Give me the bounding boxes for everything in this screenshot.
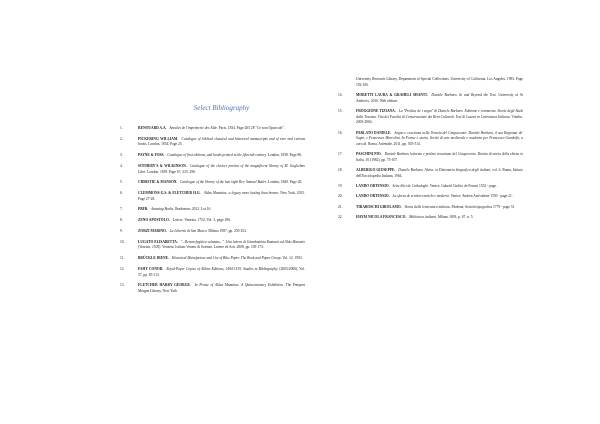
bibliography-entry: [338, 194, 523, 200]
entry-publication-details: Venezia, 1752, Vol. 3, page 186.: [184, 218, 231, 223]
entry-number: 12.: [120, 266, 125, 271]
entry-text: [138, 207, 305, 213]
bibliography-entry: [120, 126, 305, 132]
entry-number: 20.: [338, 194, 343, 199]
entry-publication-details: Milano 1803, p. 67, n. 5.: [437, 215, 474, 220]
entry-author: HAYM NICOLA FRANCESCO.: [356, 215, 407, 220]
bibliography-entry: [120, 218, 305, 224]
entry-work-title: Catalogue of first editions, and books printed in the fifteenth century.: [167, 153, 267, 158]
entry-author: FROGGIONE TIZIANA.: [356, 108, 396, 113]
entry-work-title: Daniele Barbaro letterato e prelato veneziano del Cinquecento. Rivista di storia della chiesa in Italia.: [356, 152, 524, 162]
entry-work-title: Daniele Barbaro. Alvise. in Dizionario biografico degli italiani,: [398, 168, 492, 173]
entry-number: 22.: [338, 215, 343, 220]
bibliography-entry: [338, 168, 523, 179]
entry-text: [138, 164, 305, 175]
entry-number: 16.: [338, 130, 343, 135]
bibliography-entry: [338, 184, 523, 190]
bibliography-entry: [120, 137, 305, 148]
entry-number: 15.: [338, 108, 343, 113]
entry-text: [138, 180, 305, 186]
entry-number: 18.: [338, 168, 343, 173]
entry-work-title: Historical Manufacture and Use of Blue Paper. The Book and Paper Group.: [171, 256, 282, 261]
bibliography-entry: [338, 152, 523, 163]
entry-number: 8.: [120, 218, 123, 223]
entry-number: 3.: [120, 153, 123, 158]
entry-number: 6.: [120, 191, 123, 196]
entry-number: 5.: [120, 180, 123, 185]
entry-author: PICKERING WILLIAM.: [138, 136, 179, 141]
entry-number: 10.: [120, 239, 125, 244]
entry-author: FAHY CONOR.: [138, 266, 164, 271]
entry-number: 19.: [338, 184, 343, 189]
entry-work-title: Annales de l'imprimerie des Alde.: [169, 126, 218, 130]
bibliography-entry: [120, 240, 305, 251]
entry-publication-details: vol. 6. Roma, Istituto dell'Enciclopedia Italiana, 1964.: [356, 168, 524, 178]
entry-text: [356, 205, 523, 211]
entry-number: 13.: [120, 283, 125, 288]
entry-author: ZORZI MARINO.: [138, 229, 167, 234]
entry-number: 11.: [120, 256, 125, 261]
entry-work-title: Royal-Paper Copies of Aldine Editions, 1494-1535. Studies in Bibliography.: [166, 266, 279, 271]
entry-publication-details: The Pierpont Morgan Library, New York: [138, 283, 306, 293]
bibliography-heading: Select Bibliography: [193, 104, 250, 112]
entry-publication-details: Venice, Gabriel Giolito de Ferrari 1552 - page.: [429, 184, 497, 189]
entry-work-title: Biblioteca italiana.: [409, 215, 437, 220]
bibliography-entry: [338, 131, 523, 148]
entry-text: [356, 109, 523, 126]
entry-text: [356, 184, 523, 190]
left-column: [120, 104, 305, 300]
entry-author: PBFB.: [138, 207, 149, 212]
entry-text: [356, 168, 523, 179]
entry-author: SOTHEBY'S & WILKINSON.: [138, 163, 187, 168]
bibliography-entry: [338, 93, 523, 104]
bibliography-entry: [120, 191, 305, 202]
entry-work-title: Aldus Manutius: a legacy more lasting than bronze.: [203, 191, 280, 196]
entry-publication-details: Venice, Andrea Arrivabene 1550 - page 21.: [450, 194, 513, 199]
entry-text: [138, 126, 305, 132]
entry-number: 21.: [338, 204, 343, 209]
entry-work-title: Lettere.: [172, 218, 184, 223]
entry-publication-details: Venezia, Istituto Veneto di Scienze, Lettere ed Arti, 2008, pp. 105-173.: [162, 245, 264, 250]
entry-publication-details: London, 1859. Page 67, 235, 296.: [147, 169, 196, 174]
entry-number: 4.: [120, 163, 123, 168]
entry-work-title: Daniele Barbaro. In and Beyond the Text.: [431, 92, 497, 97]
entry-text: [138, 256, 305, 262]
entry-text: [138, 283, 305, 294]
entry-number: 1.: [120, 126, 123, 130]
entry-publication-details: London, 1838. Page 86.: [267, 153, 303, 158]
bibliography-entry: [338, 205, 523, 211]
entry-text: [356, 215, 523, 221]
bibliography-entry: [120, 153, 305, 159]
entry-work-title: La Libreria di San Marco.: [169, 229, 208, 234]
entry-author: LANDO ORTENSIO.: [356, 194, 390, 199]
entry-text: [356, 93, 523, 104]
entry-number: 7.: [120, 207, 123, 212]
entry-text: [138, 191, 305, 202]
bibliography-entry: [120, 283, 305, 294]
left-entry-list: [120, 126, 305, 295]
continued-entry-text: University Research Library, Department of Special Collections, University of California, Los Angeles, 1993. Page 102-106.: [356, 77, 523, 87]
entry-author: LUGATO ELISABETTA.: [138, 239, 178, 244]
bibliography-entry: [120, 267, 305, 278]
entry-publication-details: Roma, Artemide, 2011, pp. 505-514.: [368, 141, 421, 146]
entry-publication-details: London, 1840. Page 20.: [267, 180, 303, 185]
entry-work-title: Storia della letteratura italiana.: [404, 204, 451, 209]
entry-author: LANDO ORTENSIO.: [356, 184, 390, 189]
entry-text: [356, 194, 523, 200]
right-column: [338, 77, 523, 226]
bibliography-entry: [120, 207, 305, 213]
entry-text: [138, 240, 305, 251]
entry-author: PARLATO DANIELE.: [356, 130, 392, 135]
entry-work-title: Sogno e coscienza nella Venezia del Cinquecento: Daniele Barbaro, il suo Ragionar de' Sogni, e Francesco Marcolini. In Forme e storia. Scritti di arte medievale e moderna per Francesco Gandolfo, a cura di.: [356, 130, 523, 146]
entry-author: CHRISTIE & MANSON.: [138, 180, 178, 185]
bibliography-entry: [120, 164, 305, 175]
entry-author: PAYNE & FOSS.: [138, 153, 165, 158]
entry-work-title: In Praise of Aldus Manutius. A Quincentenary Exhibition.: [194, 283, 284, 288]
entry-publication-details: Milano 1987, pp. 250-252.: [208, 229, 247, 234]
entry-author: TIRABOSCHI GIROLAMO.: [356, 204, 402, 209]
entry-text: [356, 152, 523, 163]
bibliography-entry: [338, 109, 523, 126]
entry-author: FLETCHER HARRY GEORGE.: [138, 283, 191, 288]
entry-author: BRÜCKLE IRENE.: [138, 256, 169, 261]
right-entry-list: [338, 93, 523, 221]
bibliography-entry: [120, 256, 305, 262]
entry-publication-details: New York, 2015. Page 27-28.: [138, 191, 305, 201]
entry-text: [138, 218, 305, 224]
entry-work-title: Amazing Books.: [151, 207, 175, 212]
entry-publication-details: Paris, 1834. Page 265 28 "Ce sont Opuscule".: [218, 126, 285, 130]
bibliography-entry: [338, 215, 523, 221]
entry-number: 14.: [338, 92, 343, 97]
entry-number: 17.: [338, 152, 343, 157]
entry-author: RENOUARD A.A.: [138, 126, 167, 130]
entry-author: PASCHINI PIO.: [356, 152, 382, 157]
entry-author: CLEMMONS G.S. & FLETCHER H.G.: [138, 191, 201, 196]
entry-text: [138, 153, 305, 159]
entry-text: [356, 131, 523, 148]
entry-text: [138, 137, 305, 148]
entry-author: ZENO APOSTOLO.: [138, 218, 170, 223]
entry-work-title: La sferza de scrittori antichi e moderni.: [392, 194, 450, 199]
entry-publication-details: Viterbo, 2003-2004.: [356, 114, 524, 125]
entry-work-title: Catalogue of the library of the late right Rev. Samuel Butler.: [180, 180, 267, 185]
entry-text: [138, 267, 305, 278]
entry-work-title: Catalogue of the choicer portion of the magnificent library of M. Guglielmo Libri.: [138, 163, 305, 174]
entry-publication-details: University of St Andrews, 2016. Web edition.: [356, 92, 523, 103]
entry-author: ALBERIGO GIUSEPPE.: [356, 168, 396, 173]
entry-work-title: Catalogue of biblical classical and historical manuscripts and of rare and curious books.: [138, 136, 306, 147]
entry-work-title: "...Rerum fugitiva voluntas...". Una lettera di Giambattista Ramusio ad Aldo Manuzio (Venezia, 1505).: [138, 239, 306, 250]
entry-work-title: Sette libri de Cathaloghi.: [392, 184, 429, 189]
entry-publication-details: (2005/2006), Vol. 57, pp. 85-113.: [138, 266, 305, 277]
entry-publication-details: London, 1834. Page 25.: [148, 142, 183, 147]
bibliography-entry: [120, 180, 305, 186]
entry-number: 9.: [120, 229, 123, 234]
entry-number: 2.: [120, 136, 123, 141]
entry-text: [138, 229, 305, 235]
bibliography-entry: [120, 229, 305, 235]
entry-publication-details: Bradenton, 2012. Lot 16.: [175, 207, 212, 212]
entry-publication-details: Modena, Società tipografica 1779 - page 51.: [451, 204, 516, 209]
entry-publication-details: 16 (1962), pp. 73-107.: [365, 157, 398, 162]
entry-author: MORETTI LAURA & GRAHELI SHANTI.: [356, 92, 428, 97]
entry-publication-details: Vol. 12, 1993.: [282, 256, 303, 261]
entry-work-title: La "Predica de i sogni" di Daniele Barbaro. Edizione e commento. Storia degli Studi della Toscana. Vita dei Facoltà di Conservazione dei Beni Culturali. Tesi di Laurea in Letteratura Italiana.: [356, 108, 523, 119]
